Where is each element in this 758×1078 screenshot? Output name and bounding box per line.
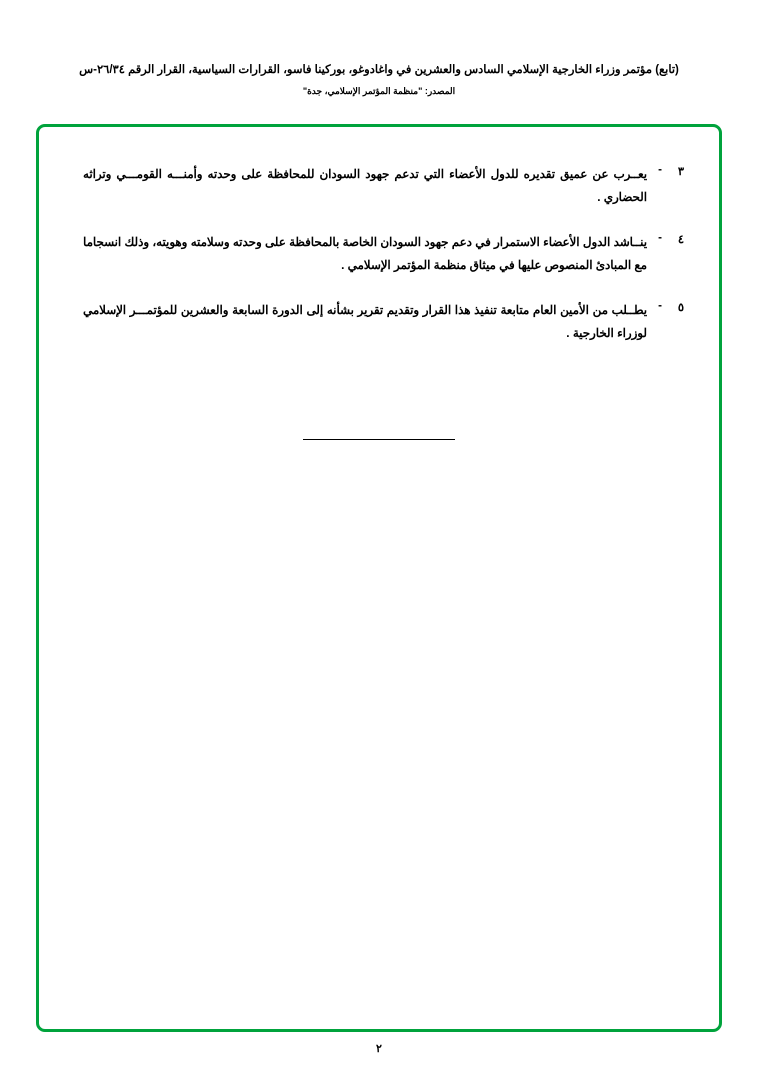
header-title: (تابع) مؤتمر وزراء الخارجية الإسلامي السادس والعشرين في واغادوغو، بوركينا فاسو، القرارات السياسية، القرار الرقم ٢٦/٣٤-س: [79, 64, 679, 76]
clause-text: ينــاشد الدول الأعضاء الاستمرار في دعم جهود السودان الخاصة بالمحافظة على وحدته وسلامته وهويته، وذلك انسجاما مع المبادئ المنصوص عليها في ميثاق منظمة المؤتمر الإسلامي .: [83, 235, 647, 272]
document-header: [60, 62, 698, 98]
clause-dash: -: [658, 232, 662, 244]
clause-item: [69, 299, 689, 345]
clause-text: يعــرب عن عميق تقديره للدول الأعضاء التي تدعم جهود السودان للمحافظة على وحدته وأمنـــه القومـــي وتراثه الحضاري .: [83, 167, 647, 204]
clause-dash: -: [658, 300, 662, 312]
section-divider: [69, 431, 689, 449]
clause-number: ٥: [677, 302, 685, 314]
header-source: المصدر: "منظمة المؤتمر الإسلامي، جدة": [302, 86, 456, 97]
clause-number: ٣: [677, 166, 685, 178]
clause-number: ٤: [677, 234, 685, 246]
clause-item: [69, 231, 689, 277]
resolution-clauses: [69, 149, 689, 367]
divider-rule: [303, 439, 455, 440]
green-content-frame: [36, 124, 722, 1032]
clause-item: [69, 163, 689, 209]
clause-dash: -: [658, 164, 662, 176]
clause-text: يطــلب من الأمين العام متابعة تنفيذ هذا القرار وتقديم تقرير بشأنه إلى الدورة السابعة والعشرين للمؤتمـــر الإسلامي لوزراء الخارجية .: [83, 303, 647, 340]
page-number: ٢: [376, 1043, 382, 1055]
